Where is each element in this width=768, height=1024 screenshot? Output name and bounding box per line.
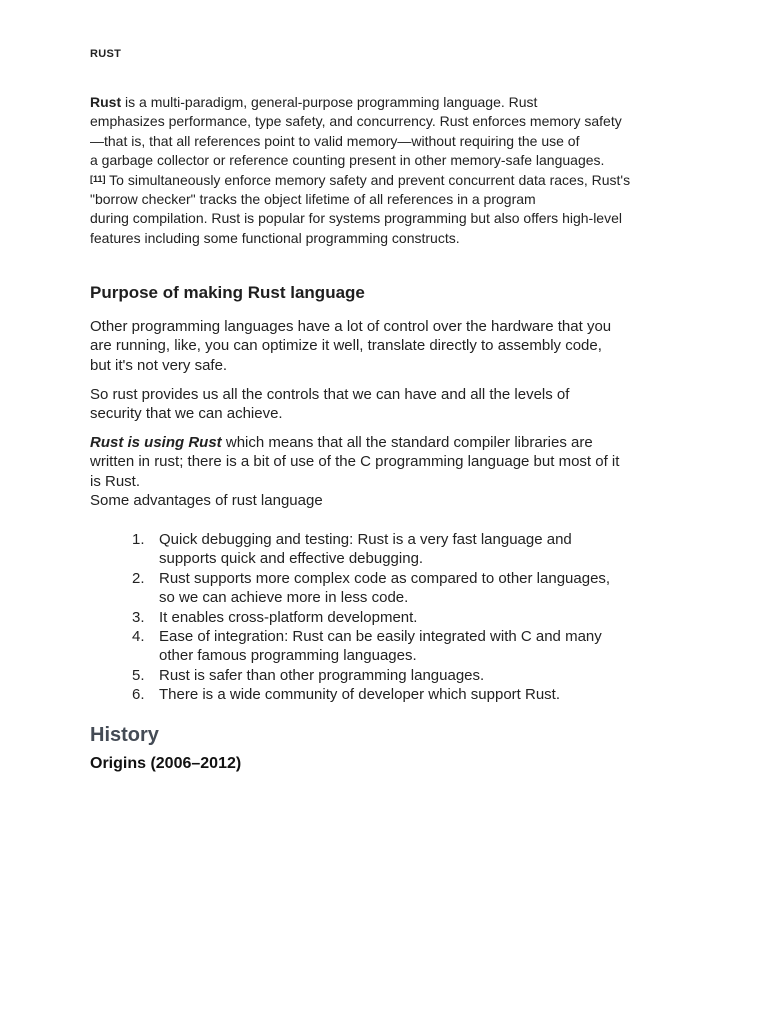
- intro-line: —that is, that all references point to valid memory—without requiring the use of: [90, 132, 580, 149]
- intro-line: features including some functional programming constructs.: [90, 229, 460, 246]
- intro-text: is a multi-paradigm, general-purpose programming language. Rust: [121, 94, 538, 110]
- purpose-paragraph-3: [90, 433, 690, 511]
- list-number: 6.: [132, 686, 145, 704]
- purpose-heading: Purpose of making Rust language: [90, 283, 365, 302]
- advantages-list: [128, 530, 688, 705]
- list-item: [128, 608, 688, 627]
- emphasis-text: Rust is using Rust: [90, 434, 222, 451]
- paragraph-line: Other programming languages have a lot of control over the hardware that you: [90, 318, 612, 335]
- list-number: 5.: [132, 666, 145, 684]
- list-item-text: [159, 627, 688, 666]
- list-item-line: so we can achieve more in less code.: [159, 589, 409, 607]
- intro-line: a garbage collector or reference counting present in other memory-safe languages.: [90, 152, 605, 169]
- list-number: 2.: [132, 569, 145, 587]
- document-title: RUST: [90, 48, 122, 60]
- list-item-line: Rust supports more complex code as compared to other languages,: [159, 569, 611, 587]
- citation-link[interactable]: [11]: [90, 173, 106, 184]
- list-item-text: [159, 685, 688, 704]
- list-item: [128, 666, 688, 685]
- list-item-line: supports quick and effective debugging.: [159, 550, 424, 568]
- paragraph-line: but it's not very safe.: [90, 356, 228, 374]
- list-item-text: [159, 666, 688, 685]
- list-number: 3.: [132, 608, 145, 626]
- list-item-text: [159, 569, 688, 608]
- paragraph-text: which means that all the standard compiler libraries are: [221, 434, 593, 451]
- rust-term: Rust: [90, 94, 122, 110]
- intro-line: emphasizes performance, type safety, and concurrency. Rust enforces memory safety: [90, 113, 622, 130]
- list-item-line: Quick debugging and testing: Rust is a very fast language and: [159, 531, 572, 548]
- list-item-line: There is a wide community of developer which support Rust.: [159, 686, 561, 704]
- origins-subheading: Origins (2006–2012): [90, 755, 242, 772]
- intro-line: [90, 93, 690, 112]
- list-item: [128, 627, 688, 666]
- intro-line: [90, 171, 690, 190]
- list-number: 4.: [132, 628, 145, 646]
- list-item-text: [159, 530, 688, 569]
- intro-paragraph: [90, 93, 690, 248]
- list-item-line: other famous programming languages.: [159, 647, 417, 665]
- intro-line: "borrow checker" tracks the object lifetime of all references in a program: [90, 191, 536, 208]
- list-item-text: [159, 608, 688, 627]
- purpose-paragraph-2: [90, 385, 690, 424]
- paragraph-line: written in rust; there is a bit of use of the C programming language but most of it: [90, 453, 620, 471]
- paragraph-line: are running, like, you can optimize it well, translate directly to assembly code,: [90, 337, 602, 355]
- list-item-line: Rust is safer than other programming languages.: [159, 666, 485, 684]
- list-item-line: Ease of integration: Rust can be easily integrated with C and many: [159, 628, 602, 646]
- list-item: [128, 569, 688, 608]
- list-item: [128, 530, 688, 569]
- purpose-paragraph-1: [90, 317, 690, 375]
- intro-line: during compilation. Rust is popular for systems programming but also offers high-level: [90, 210, 622, 227]
- paragraph-line: is Rust.: [90, 472, 141, 490]
- advantages-intro: Some advantages of rust language: [90, 492, 323, 510]
- history-heading: History: [90, 724, 159, 746]
- intro-text: To simultaneously enforce memory safety and prevent concurrent data races, Rust's: [105, 171, 631, 188]
- paragraph-line: [90, 433, 690, 452]
- list-number: 1.: [132, 531, 145, 548]
- list-item-line: It enables cross-platform development.: [159, 608, 418, 626]
- list-item: [128, 685, 688, 704]
- paragraph-line: So rust provides us all the controls that we can have and all the levels of: [90, 386, 570, 403]
- paragraph-line: security that we can achieve.: [90, 405, 283, 423]
